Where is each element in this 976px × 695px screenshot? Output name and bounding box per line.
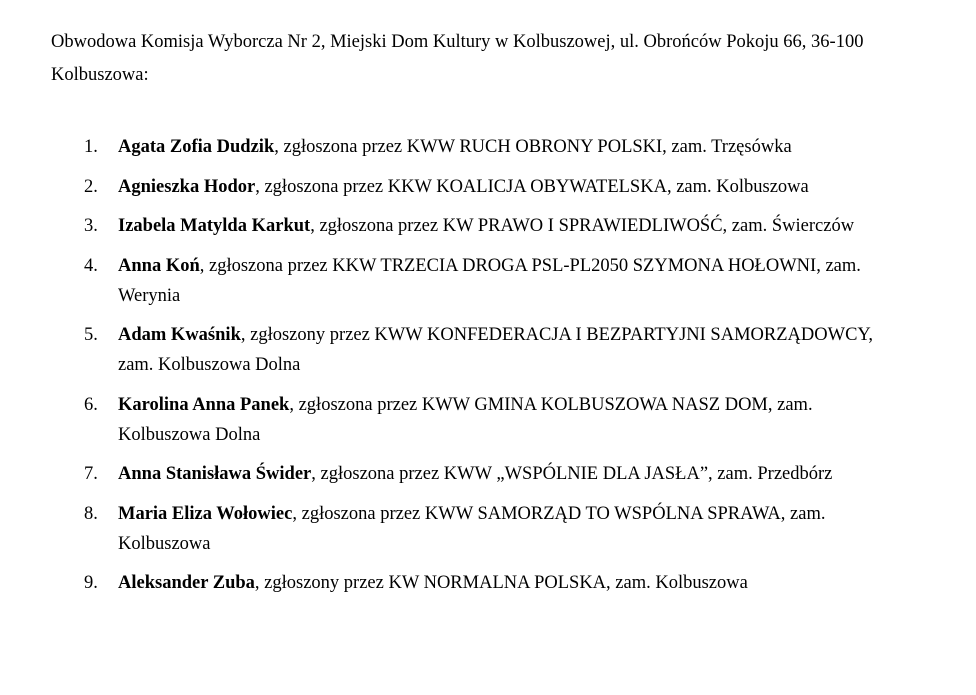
- item-number: 5.: [84, 325, 98, 345]
- list-item: [84, 132, 904, 162]
- member-name: Izabela Matylda Karkut: [118, 216, 311, 236]
- member-details: , zgłoszona przez KKW TRZECIA DROGA PSL-PL2050 SZYMONA HOŁOWNI, zam. Werynia: [118, 255, 861, 306]
- member-name: Anna Stanisława Świder: [118, 464, 312, 484]
- member-details: , zgłoszona przez KW PRAWO I SPRAWIEDLIWOŚĆ, zam. Świerczów: [310, 216, 855, 236]
- member-details: , zgłoszona przez KWW GMINA KOLBUSZOWA NASZ DOM, zam. Kolbuszowa Dolna: [118, 394, 813, 445]
- member-name: Agnieszka Hodor: [118, 176, 256, 197]
- list-item: [84, 251, 904, 311]
- list-item: [84, 320, 904, 380]
- item-number: 7.: [84, 464, 98, 484]
- item-number: 8.: [84, 503, 98, 524]
- member-name: Maria Eliza Wołowiec: [118, 503, 293, 524]
- member-name: Aleksander Zuba: [118, 573, 255, 593]
- commission-heading: Obwodowa Komisja Wyborcza Nr 2, Miejski Dom Kultury w Kolbuszowej, ul. Obrońców Pokoju 66, 36-100 Kolbuszowa:: [51, 32, 864, 85]
- list-item: [84, 499, 904, 559]
- list-item: [84, 172, 904, 202]
- member-details: , zgłoszona przez KWW SAMORZĄD TO WSPÓLNA SPRAWA, zam. Kolbuszowa: [118, 503, 826, 554]
- item-number: 4.: [84, 255, 98, 276]
- member-details: , zgłoszona przez KKW KOALICJA OBYWATELSKA, zam. Kolbuszowa: [255, 176, 809, 197]
- item-number: 9.: [84, 573, 98, 593]
- member-name: Agata Zofia Dudzik: [118, 137, 275, 157]
- item-number: 2.: [84, 176, 98, 197]
- member-details: , zgłoszony przez KWW KONFEDERACJA I BEZPARTYJNI SAMORZĄDOWCY, zam. Kolbuszowa Dolna: [118, 325, 874, 375]
- member-details: , zgłoszona przez KWW RUCH OBRONY POLSKI, zam. Trzęsówka: [274, 137, 792, 157]
- member-name: Adam Kwaśnik: [118, 325, 241, 345]
- item-number: 6.: [84, 394, 98, 415]
- member-name: Anna Koń: [118, 255, 200, 276]
- list-item: [84, 390, 904, 450]
- member-details: , zgłoszona przez KWW „WSPÓLNIE DLA JASŁA”, zam. Przedbórz: [311, 464, 833, 484]
- member-list: [84, 132, 904, 608]
- list-item: [84, 459, 904, 489]
- list-item: [84, 568, 904, 598]
- member-name: Karolina Anna Panek: [118, 394, 290, 415]
- list-item: [84, 211, 904, 241]
- item-number: 3.: [84, 216, 98, 236]
- item-number: 1.: [84, 137, 98, 157]
- member-details: , zgłoszony przez KW NORMALNA POLSKA, zam. Kolbuszowa: [254, 573, 748, 593]
